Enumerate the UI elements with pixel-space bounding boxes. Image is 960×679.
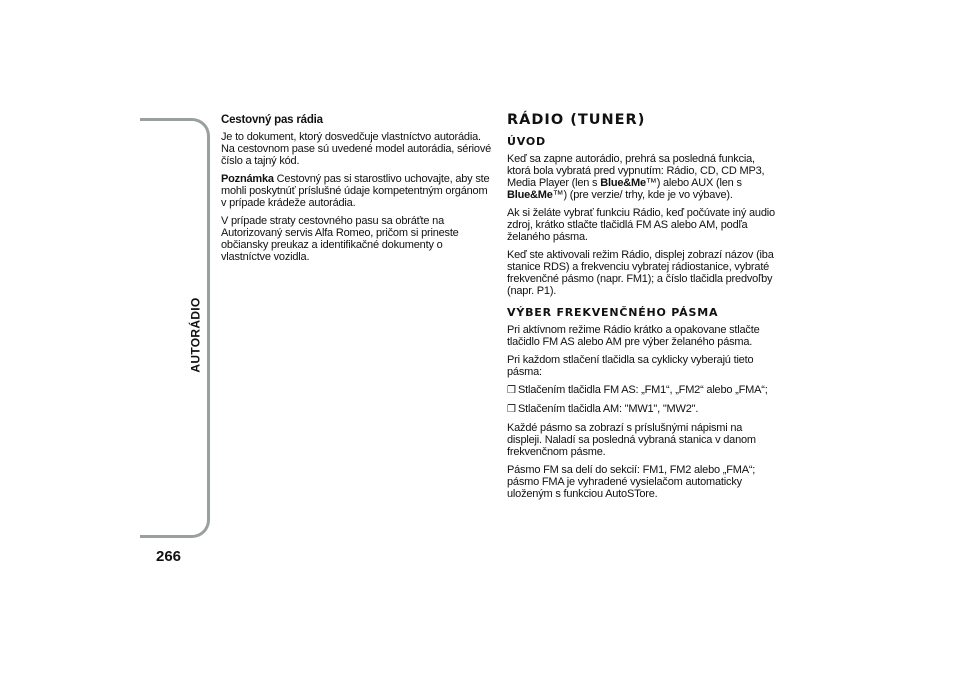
- intro-text-a: Keď sa zapne autorádio, prehrá sa posledná funkcia, ktorá bola vybratá pred vypnutím: Rádio, CD, CD MP3, Media Player (len s: [507, 153, 765, 189]
- lost-passport-paragraph: V prípade straty cestovného pasu sa obráťte na Autorizovaný servis Alfa Romeo, pričom si prineste občiansky preukaz a identifikačné dokumenty o vlastníctve vozidla.: [221, 215, 459, 263]
- intro-paragraph-3: Keď ste aktivovali režim Rádio, displej zobrazí názov (iba stanice RDS) a frekvenciu vybratej rádiostanice, vybraté frekvenčné pásmo (napr. FM1); a číslo tlačidla predvoľby (napr. P1).: [507, 249, 774, 297]
- list-item: [507, 384, 777, 397]
- radio-passport-heading: Cestovný pas rádia: [221, 114, 323, 126]
- left-column: [221, 114, 493, 269]
- note-paragraph: [221, 173, 493, 209]
- band-paragraph-4: Pásmo FM sa delí do sekcií: FM1, FM2 alebo „FMA“; pásmo FMA je vyhradené vysielačom automaticky uloženým s funkciou AutoSTore.: [507, 464, 756, 500]
- right-column: [507, 114, 777, 506]
- section-tab: [186, 297, 206, 373]
- band-paragraph-3: Každé pásmo sa zobrazí s príslušnými nápismi na displeji. Naladí sa posledná vybraná stanica v danom frekvenčnom pásme.: [507, 422, 756, 458]
- list-item: [507, 403, 777, 416]
- bullet-text-am: Stlačením tlačidla AM: "MW1", "MW2".: [518, 403, 699, 415]
- brand-blueme-1: Blue&Me: [600, 177, 646, 189]
- intro-paragraph-2: Ak si želáte vybrať funkciu Rádio, keď počúvate iný audio zdroj, krátko stlačte tlačidlá FM AS alebo AM, podľa želaného pásma.: [507, 207, 775, 243]
- page-title: RÁDIO (TUNER): [507, 112, 646, 128]
- intro-text-b: ™) alebo AUX (len s: [645, 177, 742, 189]
- intro-heading: ÚVOD: [507, 135, 546, 148]
- checkbox-bullet-icon: ❒: [507, 404, 516, 415]
- note-label: Poznámka: [221, 173, 274, 185]
- band-selection-heading: VÝBER FREKVENČNÉHO PÁSMA: [507, 306, 719, 319]
- band-paragraph-1: Pri aktívnom režime Rádio krátko a opakovane stlačte tlačidlo FM AS alebo AM pre výber želaného pásma.: [507, 324, 760, 348]
- brand-blueme-2: Blue&Me: [507, 189, 553, 201]
- intro-text-c: ™) (pre verzie/ trhy, kde je vo výbave).: [552, 189, 733, 201]
- section-label: AUTORÁDIO: [189, 297, 203, 373]
- page-number: 266: [156, 548, 182, 565]
- band-paragraph-2: Pri každom stlačení tlačidla sa cyklicky vyberajú tieto pásma:: [507, 354, 754, 378]
- intro-paragraph-1: [507, 153, 777, 201]
- passport-paragraph: Je to dokument, ktorý dosvedčuje vlastníctvo autorádia. Na cestovnom pase sú uvedené model autorádia, sériové číslo a tajný kód.: [221, 131, 492, 167]
- note-text: Cestovný pas si starostlivo uchovajte, aby ste mohli poskytnúť príslušné údaje kompetentným orgánom v prípade krádeže autorádia.: [221, 173, 490, 209]
- checkbox-bullet-icon: ❒: [507, 385, 516, 396]
- bullet-text-fm: Stlačením tlačidla FM AS: „FM1“, „FM2“ alebo „FMA“;: [518, 384, 768, 396]
